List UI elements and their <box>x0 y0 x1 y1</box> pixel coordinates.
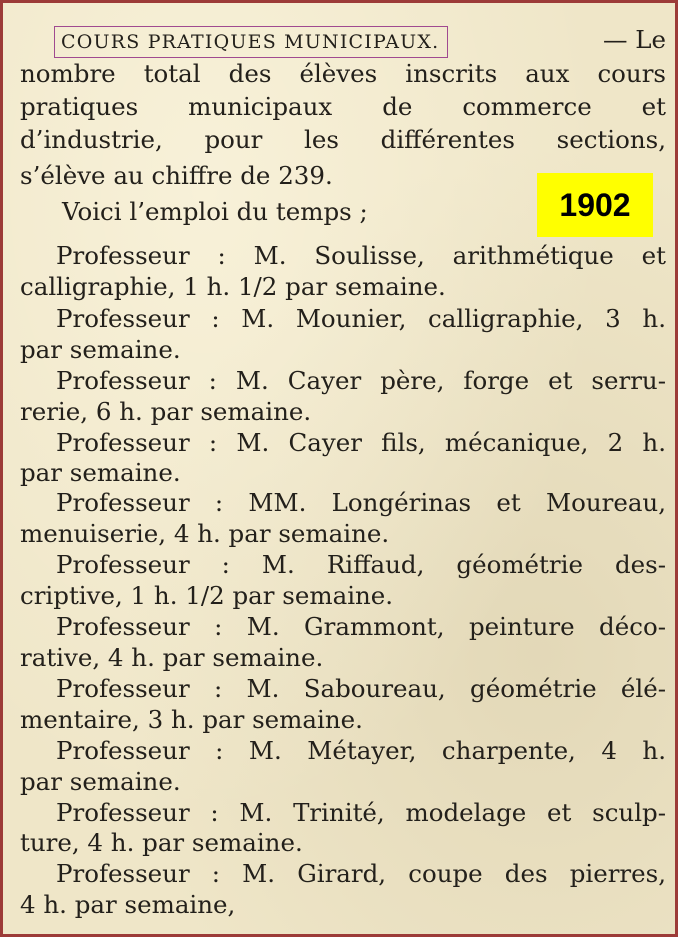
schedule-line: par semaine. <box>20 458 181 487</box>
schedule-line: mentaire, 3 h. par semaine. <box>20 705 363 734</box>
schedule-line: Professeur : M. Mounier, calligraphie, 3 h. <box>56 304 666 333</box>
schedule-line: Professeur : M. Soulisse, arithmétique et <box>56 241 666 270</box>
schedule-line: calligraphie, 1 h. 1/2 par semaine. <box>20 272 446 301</box>
intro-line: pratiques municipaux de commerce et <box>20 92 666 121</box>
intro-line: nombre total des élèves inscrits aux cours <box>20 59 666 88</box>
schedule-line: Professeur : M. Métayer, charpente, 4 h. <box>56 736 666 765</box>
schedule-line: Professeur : M. Saboureau, géométrie élé- <box>56 674 666 703</box>
schedule-line: Professeur : M. Cayer père, forge et serru- <box>56 366 666 395</box>
schedule-line: Professeur : M. Trinité, modelage et sculp- <box>56 798 666 827</box>
schedule-line: rerie, 6 h. par semaine. <box>20 397 312 426</box>
schedule-line: criptive, 1 h. 1/2 par semaine. <box>20 581 394 610</box>
schedule-line: Professeur : M. Grammont, peinture déco- <box>56 612 666 641</box>
schedule-line: menuiserie, 4 h. par semaine. <box>20 519 390 548</box>
schedule-line: Professeur : M. Riffaud, géométrie des- <box>56 550 666 579</box>
schedule-line: ture, 4 h. par semaine. <box>20 828 303 857</box>
schedule-line: par semaine. <box>20 335 181 364</box>
schedule-line: par semaine. <box>20 767 181 796</box>
intro-line: d’industrie, pour les différentes sections, <box>20 125 666 154</box>
year-badge: 1902 <box>537 173 653 237</box>
schedule-line: Professeur : M. Cayer fils, mécanique, 2 h. <box>56 428 666 457</box>
intro-line: — Le <box>602 25 666 54</box>
schedule-line: Professeur : MM. Longérinas et Moureau, <box>56 488 666 517</box>
intro-line: Voici l’emploi du temps ; <box>62 197 368 226</box>
article-heading: COURS PRATIQUES MUNICIPAUX. <box>54 26 448 58</box>
heading-line <box>20 25 666 55</box>
intro-line: s’élève au chiffre de 239. <box>20 161 333 190</box>
schedule-line: 4 h. par semaine, <box>20 890 236 919</box>
schedule-line: rative, 4 h. par semaine. <box>20 643 324 672</box>
schedule-line: Professeur : M. Girard, coupe des pierres, <box>56 859 666 888</box>
